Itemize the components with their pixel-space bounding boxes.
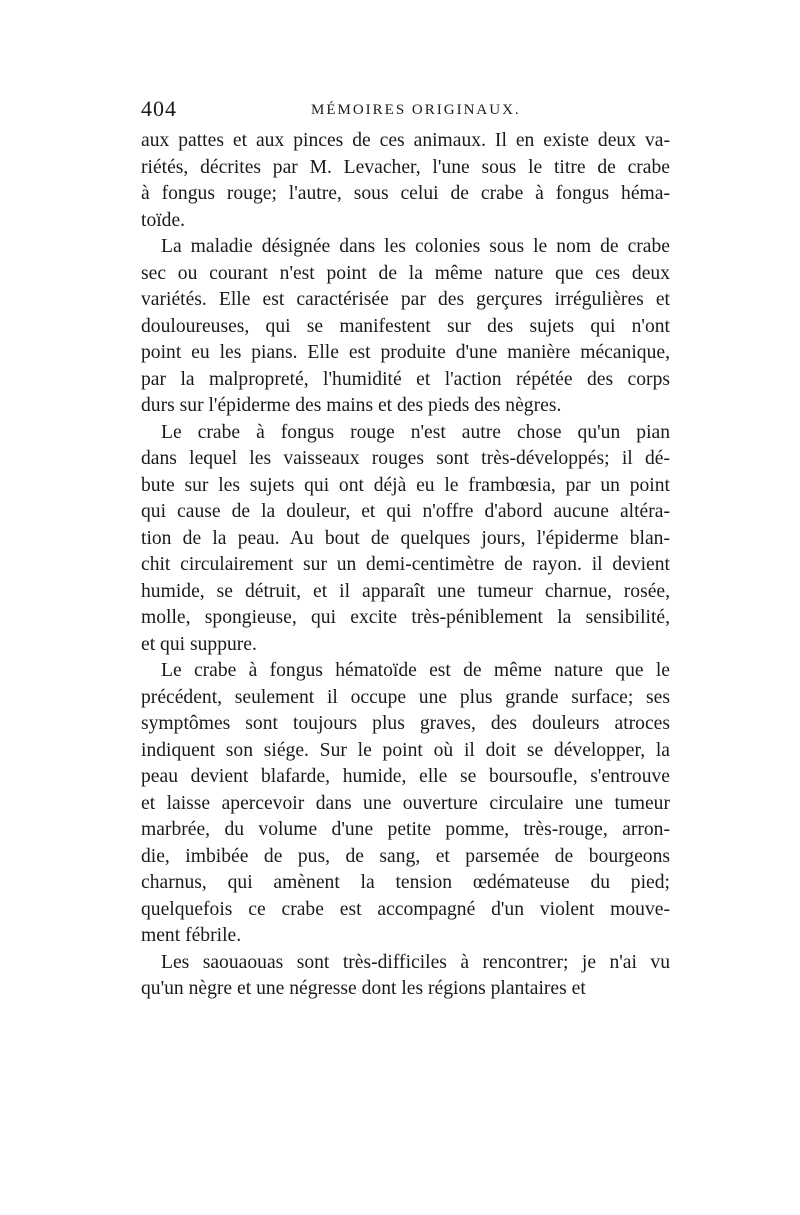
text-line: aux pattes et aux pinces de ces animaux. Il en existe deux va- xyxy=(141,130,670,151)
text-line: marbrée, du volume d'une petite pomme, très-rouge, arron- xyxy=(141,819,670,840)
text-line: die, imbibée de pus, de sang, et parsemée de bourgeons xyxy=(141,845,670,867)
text-line: durs sur l'épiderme des mains et des pieds des nègres. xyxy=(141,395,562,416)
body-text xyxy=(141,128,670,1003)
text-line: chit circulairement sur un demi-centimètre de rayon. il devient xyxy=(141,554,670,575)
text-line: douloureuses, qui se manifestent sur des sujets qui n'ont xyxy=(141,315,670,337)
text-line: variétés. Elle est caractérisée par des gerçures irrégulières et xyxy=(141,289,670,310)
running-head xyxy=(141,96,671,126)
text-line: qu'un nègre et une négresse dont les régions plantaires et xyxy=(141,978,586,999)
text-line: qui cause de la douleur, et qui n'offre d'abord aucune altéra- xyxy=(141,501,670,522)
text-line: à fongus rouge; l'autre, sous celui de crabe à fongus héma- xyxy=(141,183,670,204)
text-line: humide, se détruit, et il apparaît une tumeur charnue, rosée, xyxy=(141,580,670,602)
text-line: et qui suppure. xyxy=(141,633,257,655)
text-line: et laisse apercevoir dans une ouverture circulaire une tumeur xyxy=(141,792,670,814)
text-line: dans lequel les vaisseaux rouges sont très-développés; il dé- xyxy=(141,448,670,469)
text-line: ment fébrile. xyxy=(141,925,242,946)
text-line: symptômes sont toujours plus graves, des douleurs atroces xyxy=(141,713,670,734)
text-line: précédent, seulement il occupe une plus grande surface; ses xyxy=(141,686,670,708)
paragraph xyxy=(141,950,670,1003)
paragraph xyxy=(141,128,670,234)
text-line: tion de la peau. Au bout de quelques jours, l'épiderme blan- xyxy=(141,527,670,549)
text-line: Les saouaouas sont très-difficiles à rencontrer; je n'ai vu xyxy=(161,951,670,973)
text-line: molle, spongieuse, qui excite très-péniblement la sensibilité, xyxy=(141,607,670,628)
text-line: Le crabe à fongus rouge n'est autre chose qu'un pian xyxy=(161,421,670,443)
text-line: riétés, décrites par M. Levacher, l'une sous le titre de crabe xyxy=(141,156,670,178)
text-line: Le crabe à fongus hématoïde est de même nature que le xyxy=(161,660,670,681)
paragraph xyxy=(141,420,670,659)
text-line: toïde. xyxy=(141,209,186,231)
text-line: charnus, qui amènent la tension œdémateuse du pied; xyxy=(141,872,670,893)
text-line: indiquent son siége. Sur le point où il doit se développer, la xyxy=(141,739,670,761)
text-line: quelquefois ce crabe est accompagné d'un violent mouve- xyxy=(141,898,670,920)
text-line: bute sur les sujets qui ont déjà eu le frambœsia, par un point xyxy=(141,474,670,496)
text-line: par la malpropreté, l'humidité et l'action répétée des corps xyxy=(141,368,670,390)
running-title: MÉMOIRES ORIGINAUX. xyxy=(311,102,521,118)
text-line: point eu les pians. Elle est produite d'une manière mécanique, xyxy=(141,342,670,363)
paragraph xyxy=(141,658,670,950)
text-line: sec ou courant n'est point de la même nature que ces deux xyxy=(141,262,670,284)
text-line: peau devient blafarde, humide, elle se boursoufle, s'entrouve xyxy=(141,766,670,787)
text-line: La maladie désignée dans les colonies sous le nom de crabe xyxy=(161,236,670,257)
paragraph xyxy=(141,234,670,420)
page-number: 404 xyxy=(141,96,177,121)
